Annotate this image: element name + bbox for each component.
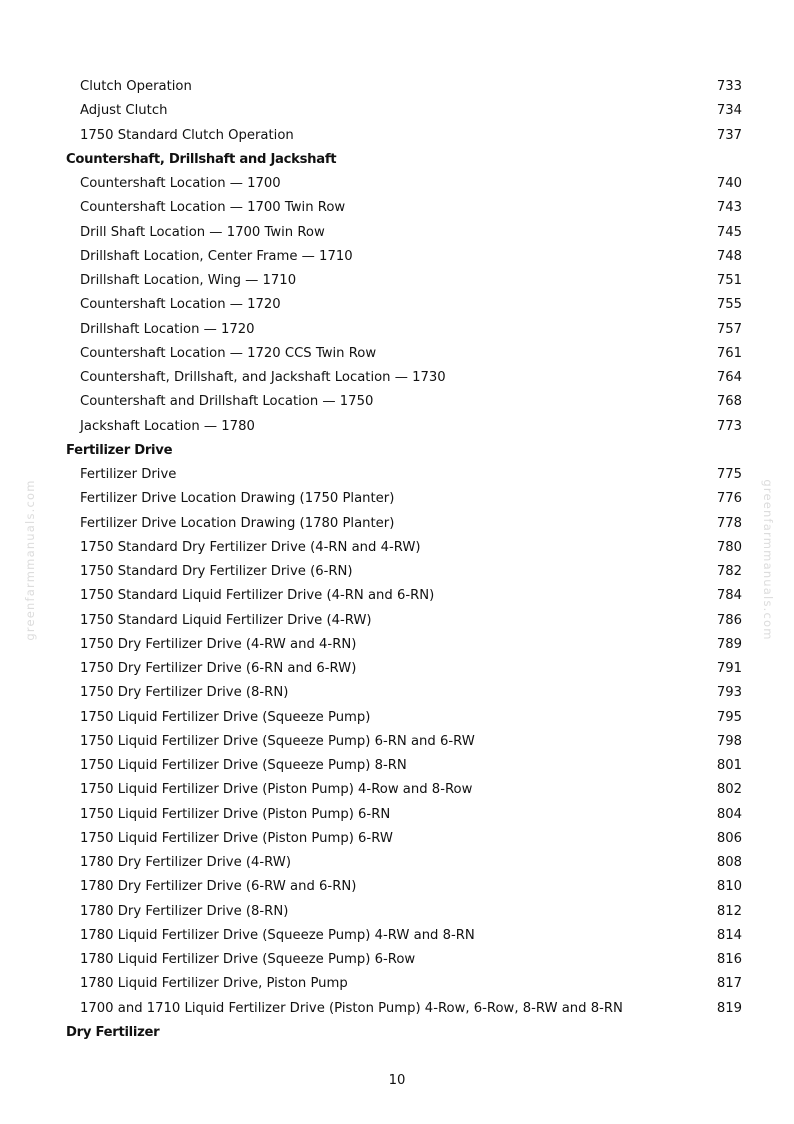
toc-entry-page-number: 786 [716,612,742,628]
toc-entry[interactable] [0,536,794,560]
toc-entry[interactable] [0,463,794,487]
toc-entry-page-number: 776 [716,491,742,507]
toc-entry-page-number: 812 [716,903,742,919]
toc-entry-title: 1750 Liquid Fertilizer Drive (Piston Pump) 4-Row and 8-Row [80,782,473,798]
toc-entry[interactable] [0,609,794,633]
toc-entry[interactable] [0,172,794,196]
toc-entry-page-number: 778 [716,515,742,531]
toc-entry-title: 1750 Standard Liquid Fertilizer Drive (4-RW) [80,612,372,628]
toc-entry[interactable] [0,851,794,875]
toc-entry-page-number: 802 [716,782,742,798]
toc-entry-title: 1750 Liquid Fertilizer Drive (Squeeze Pump) 8-RN [80,758,407,773]
toc-entry[interactable] [0,342,794,366]
toc-entry[interactable] [0,730,794,754]
toc-entry[interactable] [0,560,794,584]
toc-entry[interactable] [0,99,794,123]
toc-entry[interactable] [0,75,794,99]
toc-entry[interactable] [0,487,794,511]
toc-entry-title: Fertilizer Drive Location Drawing (1780 Planter) [80,515,395,531]
toc-entry-page-number: 793 [716,685,742,701]
toc-entry-page-number: 784 [716,588,742,604]
toc-entry-page-number: 791 [716,661,742,676]
toc-entry-page-number: 806 [716,830,742,846]
toc-entry-page-number: 757 [716,321,742,337]
toc-entry-title: Countershaft Location — 1720 [80,297,281,313]
toc-entry-title: Countershaft Location — 1700 [80,176,281,191]
toc-entry[interactable] [0,900,794,924]
page-number: 10 [388,1073,406,1088]
toc-entry-page-number: 808 [716,855,742,870]
toc-entry-title: 1780 Liquid Fertilizer Drive (Squeeze Pump) 4-RW and 8-RN [80,927,475,943]
toc-entry-page-number: 798 [716,733,742,749]
toc-entry-page-number: 816 [716,952,742,967]
toc-entry-title: Drillshaft Location, Center Frame — 1710 [80,248,353,264]
toc-entry-page-number: 748 [716,248,742,264]
toc-entry-page-number: 761 [716,345,742,361]
toc-entry[interactable] [0,124,794,148]
toc-entry[interactable] [0,681,794,705]
toc-entry-title: 1700 and 1710 Liquid Fertilizer Drive (Piston Pump) 4-Row, 6-Row, 8-RW and 8-RN [80,1000,623,1016]
toc-entry-title: 1750 Liquid Fertilizer Drive (Piston Pump) 6-RN [80,806,391,822]
toc-entry-title: Adjust Clutch [80,103,168,119]
toc-entry-title: Countershaft and Drillshaft Location — 1750 [80,394,374,410]
toc-entry-title: 1750 Liquid Fertilizer Drive (Squeeze Pump) [80,709,371,725]
toc-entry-page-number: 775 [716,467,742,482]
toc-entry-title: Drill Shaft Location — 1700 Twin Row [80,224,325,240]
toc-section-heading[interactable] [0,148,794,172]
toc-entry[interactable] [0,196,794,220]
toc-entry-page-number: 819 [716,1000,742,1016]
toc-entry[interactable] [0,997,794,1021]
toc-entry-title: 1750 Standard Dry Fertilizer Drive (4-RN and 4-RW) [80,539,421,555]
toc-entry[interactable] [0,318,794,342]
toc-entry-page-number: 737 [716,127,742,143]
toc-entry[interactable] [0,584,794,608]
toc-entry-title: 1780 Dry Fertilizer Drive (6-RW and 6-RN) [80,879,357,895]
toc-entry-title: 1750 Standard Dry Fertilizer Drive (6-RN) [80,564,353,579]
toc-entry-title: 1750 Liquid Fertilizer Drive (Piston Pump) 6-RW [80,830,393,846]
toc-entry-page-number: 768 [716,394,742,410]
toc-entry[interactable] [0,390,794,414]
toc-entry-page-number: 782 [716,564,742,579]
toc-entry-page-number: 795 [716,709,742,725]
toc-entry-title: Fertilizer Drive [80,467,177,482]
toc-section-heading[interactable] [0,439,794,463]
toc-entry-page-number: 740 [716,176,742,191]
toc-entry-title: Countershaft Location — 1720 CCS Twin Row [80,345,377,361]
toc-entry-title: Countershaft, Drillshaft, and Jackshaft Location — 1730 [80,370,446,385]
toc-entry-title: Clutch Operation [80,79,192,94]
toc-entry[interactable] [0,245,794,269]
toc-entry-page-number: 755 [716,297,742,313]
toc-section-title: Dry Fertilizer [66,1024,160,1040]
toc-entry[interactable] [0,633,794,657]
toc-entry-title: Countershaft Location — 1700 Twin Row [80,200,346,216]
toc-entry-title: 1780 Liquid Fertilizer Drive, Piston Pump [80,976,348,992]
table-of-contents [0,75,794,1045]
toc-entry-title: Drillshaft Location — 1720 [80,321,255,337]
toc-entry-page-number: 773 [716,418,742,434]
toc-entry[interactable] [0,415,794,439]
toc-entry-page-number: 745 [716,224,742,240]
toc-entry[interactable] [0,948,794,972]
toc-entry[interactable] [0,512,794,536]
toc-entry[interactable] [0,221,794,245]
toc-entry-title: 1750 Dry Fertilizer Drive (6-RN and 6-RW) [80,661,357,676]
toc-entry[interactable] [0,827,794,851]
toc-entry-page-number: 801 [716,758,742,773]
toc-entry-page-number: 751 [716,273,742,288]
toc-entry[interactable] [0,972,794,996]
toc-entry-title: 1780 Liquid Fertilizer Drive (Squeeze Pump) 6-Row [80,952,416,967]
toc-entry-title: 1750 Dry Fertilizer Drive (4-RW and 4-RN) [80,636,357,652]
toc-entry-title: 1750 Liquid Fertilizer Drive (Squeeze Pump) 6-RN and 6-RW [80,733,475,749]
toc-entry[interactable] [0,657,794,681]
toc-section-title: Countershaft, Drillshaft and Jackshaft [66,151,337,167]
toc-entry-page-number: 789 [716,636,742,652]
toc-section-heading[interactable] [0,1021,794,1045]
toc-entry-page-number: 814 [716,927,742,943]
toc-entry[interactable] [0,754,794,778]
toc-section-title: Fertilizer Drive [66,442,173,458]
toc-entry-page-number: 733 [716,79,742,94]
toc-entry-title: 1780 Dry Fertilizer Drive (8-RN) [80,903,289,919]
toc-entry-title: 1750 Standard Clutch Operation [80,127,294,143]
toc-entry-page-number: 734 [716,103,742,119]
toc-entry[interactable] [0,875,794,899]
toc-entry-title: Fertilizer Drive Location Drawing (1750 Planter) [80,491,395,507]
toc-entry-page-number: 817 [716,976,742,992]
toc-entry-page-number: 810 [716,879,742,895]
toc-entry[interactable] [0,924,794,948]
toc-entry[interactable] [0,706,794,730]
toc-entry-title: 1750 Standard Liquid Fertilizer Drive (4-RN and 6-RN) [80,588,435,604]
toc-entry-title: 1780 Dry Fertilizer Drive (4-RW) [80,855,291,870]
toc-entry-title: Drillshaft Location, Wing — 1710 [80,273,297,288]
toc-entry-page-number: 764 [716,370,742,385]
toc-entry[interactable] [0,803,794,827]
toc-entry[interactable] [0,778,794,802]
toc-entry-page-number: 780 [716,539,742,555]
watermark-left: greenfarmmanuals.com [23,479,37,641]
toc-entry-page-number: 743 [716,200,742,216]
watermark-right: greenfarmmanuals.com [761,479,775,641]
toc-entry[interactable] [0,293,794,317]
toc-entry-title: 1750 Dry Fertilizer Drive (8-RN) [80,685,289,701]
toc-entry[interactable] [0,366,794,390]
toc-entry-title: Jackshaft Location — 1780 [80,418,255,434]
toc-entry-page-number: 804 [716,806,742,822]
toc-entry[interactable] [0,269,794,293]
